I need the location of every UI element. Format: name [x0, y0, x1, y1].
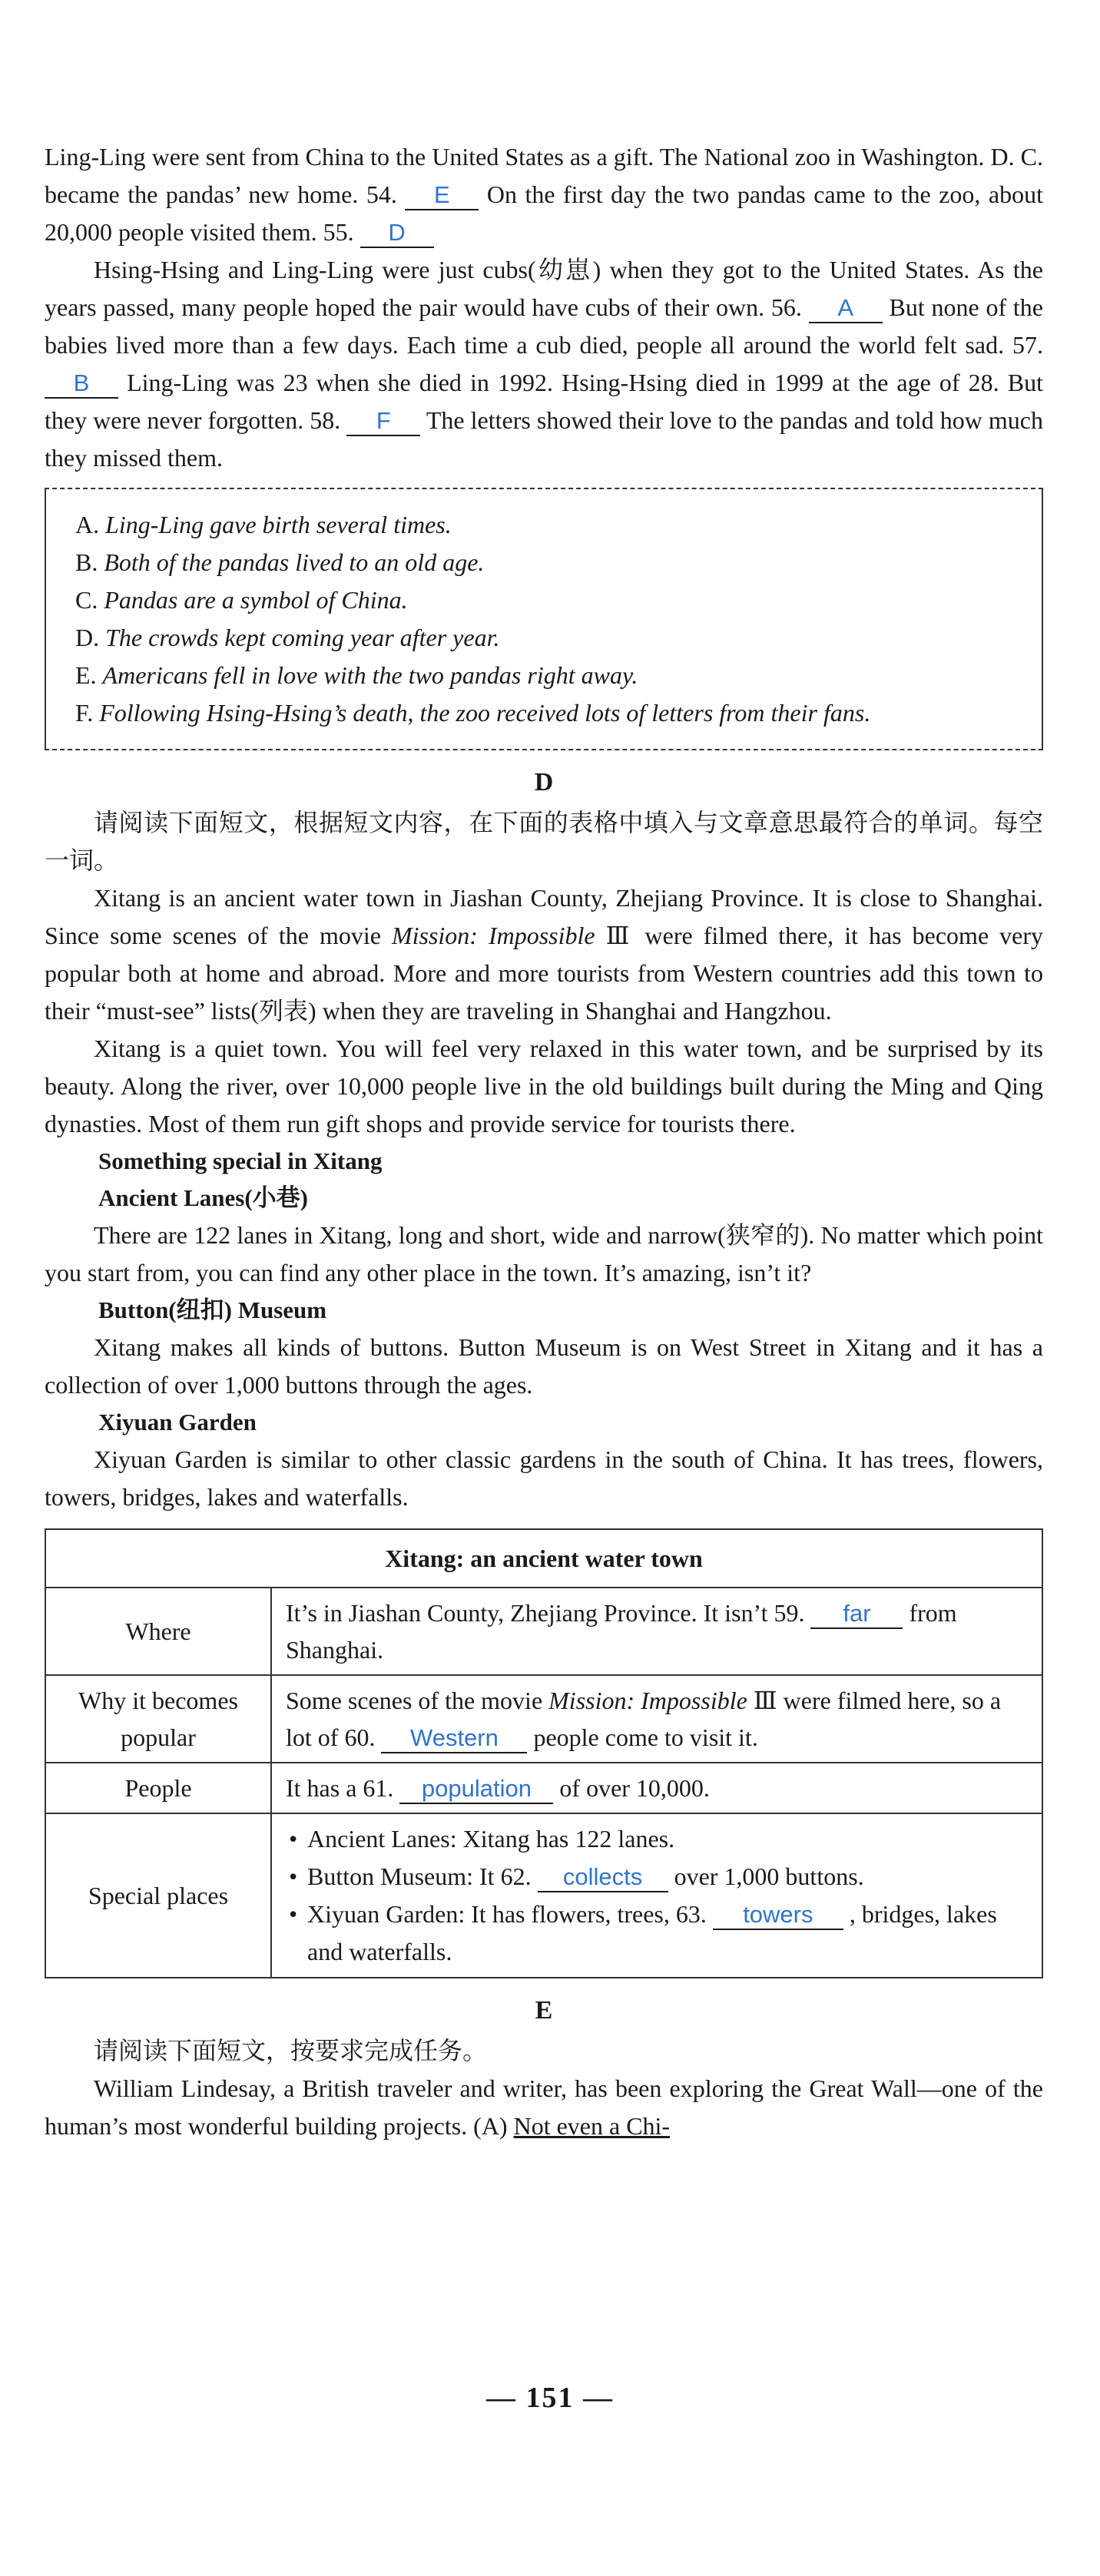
- underlined-sentence-a: Not even a Chi-: [513, 2112, 671, 2140]
- label-where: Where: [45, 1588, 271, 1675]
- heading-ancient-lanes: Ancient Lanes(小巷): [98, 1184, 308, 1211]
- option-d: D. The crowds kept coming year after year.: [75, 624, 500, 651]
- cell-special: [271, 1813, 1042, 1978]
- option-f: F. Following Hsing-Hsing’s death, the zoo received lots of letters from their fans.: [75, 699, 871, 727]
- paragraph-d1: Xitang is an ancient water town in Jiashan County, Zhejiang Province. It is close to Shanghai. Since some scenes of the movie Mission: Impossible Ⅲ were filmed there, it has become very popular both at home and abroad. More and more tourists from Western countries add this town to their “must-see” lists(列表) when they are traveling in Shanghai and Hangzhou.: [45, 884, 1044, 1025]
- answer-54: E: [405, 181, 479, 210]
- table-row-special: [45, 1813, 1042, 1978]
- paragraph-lanes: There are 122 lanes in Xitang, long and short, wide and narrow(狭窄的). No matter which point you start from, you can find any other place in the town. It’s amazing, isn’t it?: [45, 1221, 1043, 1286]
- list-item: • Button Museum: It 62. collects over 1,000 buttons.: [286, 1858, 1028, 1896]
- list-item: • Ancient Lanes: Xitang has 122 lanes.: [286, 1820, 1028, 1858]
- section-e-heading: E: [535, 1996, 553, 2025]
- answer-61: population: [399, 1775, 553, 1804]
- table-title: Xitang: an ancient water town: [45, 1529, 1042, 1588]
- cell-why: Some scenes of the movie Mission: Impossible Ⅲ were filmed here, so a lot of 60. Western people come to visit it.: [271, 1675, 1042, 1763]
- heading-button-museum: Button(纽扣) Museum: [98, 1296, 327, 1323]
- paragraph-d2: Xitang is a quiet town. You will feel very relaxed in this water town, and be surprised by its beauty. Along the river, over 10,000 people live in the old buildings built during the Ming and Qing dynasties. Most of them run gift shops and provide service for tourists there.: [45, 1035, 1043, 1137]
- label-why: Why it becomes popular: [45, 1675, 271, 1763]
- table-row-where: [45, 1588, 1042, 1675]
- section-d-instruction: 请阅读下面短文，根据短文内容，在下面的表格中填入与文章意思最符合的单词。每空一词。: [45, 808, 1043, 875]
- option-c: C. Pandas are a symbol of China.: [75, 586, 408, 614]
- paragraph-c2: Hsing-Hsing and Ling-Ling were just cubs(幼崽) when they got to the United States. As the years passed, many people hoped the pair would have cubs of their own. 56. A But none of the babies lived more than a few days. Each time a cub died, people all around the world felt sad. 57. B Ling-Ling was 23 when she died in 1992. Hsing-Hsing died in 1999 at the age of 28. But they were never forgotten. 58. F The letters showed their love to the pandas and told how much they missed them.: [45, 256, 1044, 472]
- paragraph-e1: William Lindesay, a British traveler and writer, has been exploring the Great Wall—one of the human’s most wonderful building projects. (A) Not even a Chi-: [45, 2074, 1043, 2140]
- answer-56: A: [809, 294, 883, 323]
- heading-something-special: Something special in Xitang: [98, 1147, 383, 1174]
- option-b: B. Both of the pandas lived to an old age.: [75, 548, 485, 576]
- heading-xiyuan-garden: Xiyuan Garden: [98, 1409, 257, 1435]
- list-item: • Xiyuan Garden: It has flowers, trees, 63. towers , bridges, lakes and waterfalls.: [286, 1896, 1028, 1971]
- info-table: [45, 1528, 1043, 1978]
- options-box: [45, 488, 1043, 750]
- table-row-why: [45, 1675, 1042, 1763]
- answer-55: D: [360, 219, 434, 248]
- cell-where: It’s in Jiashan County, Zhejiang Province. It isn’t 59. far from Shanghai.: [271, 1588, 1042, 1675]
- paragraph-garden: Xiyuan Garden is similar to other classic gardens in the south of China. It has trees, flowers, towers, bridges, lakes and waterfalls.: [45, 1445, 1043, 1511]
- option-a: A. Ling-Ling gave birth several times.: [75, 511, 452, 538]
- page-content: [45, 138, 1043, 2145]
- label-special: Special places: [45, 1813, 271, 1978]
- paragraph-c1: Ling-Ling were sent from China to the United States as a gift. The National zoo in Washington. D. C. became the pandas’ new home. 54. E On the first day the two pandas came to the zoo, about 20,000 people visited them. 55. D: [45, 138, 1043, 251]
- answer-62: collects: [538, 1863, 668, 1892]
- answer-60: Western: [381, 1724, 527, 1753]
- answer-57: B: [45, 369, 118, 399]
- option-e: E. Americans fell in love with the two pandas right away.: [75, 661, 638, 689]
- section-d-heading: D: [534, 768, 554, 796]
- answer-63: towers: [713, 1901, 843, 1930]
- paragraph-button: Xitang makes all kinds of buttons. Button Museum is on West Street in Xitang and it has a collection of over 1,000 buttons through the ages.: [45, 1333, 1043, 1399]
- answer-58: F: [346, 407, 420, 436]
- table-title-row: [45, 1529, 1042, 1588]
- page-number: — 151 —: [486, 2382, 614, 2414]
- table-row-people: [45, 1763, 1042, 1813]
- section-e-instruction: 请阅读下面短文，按要求完成任务。: [94, 2036, 488, 2065]
- label-people: People: [45, 1763, 271, 1813]
- answer-59: far: [810, 1600, 903, 1629]
- cell-people: It has a 61. population of over 10,000.: [271, 1763, 1042, 1813]
